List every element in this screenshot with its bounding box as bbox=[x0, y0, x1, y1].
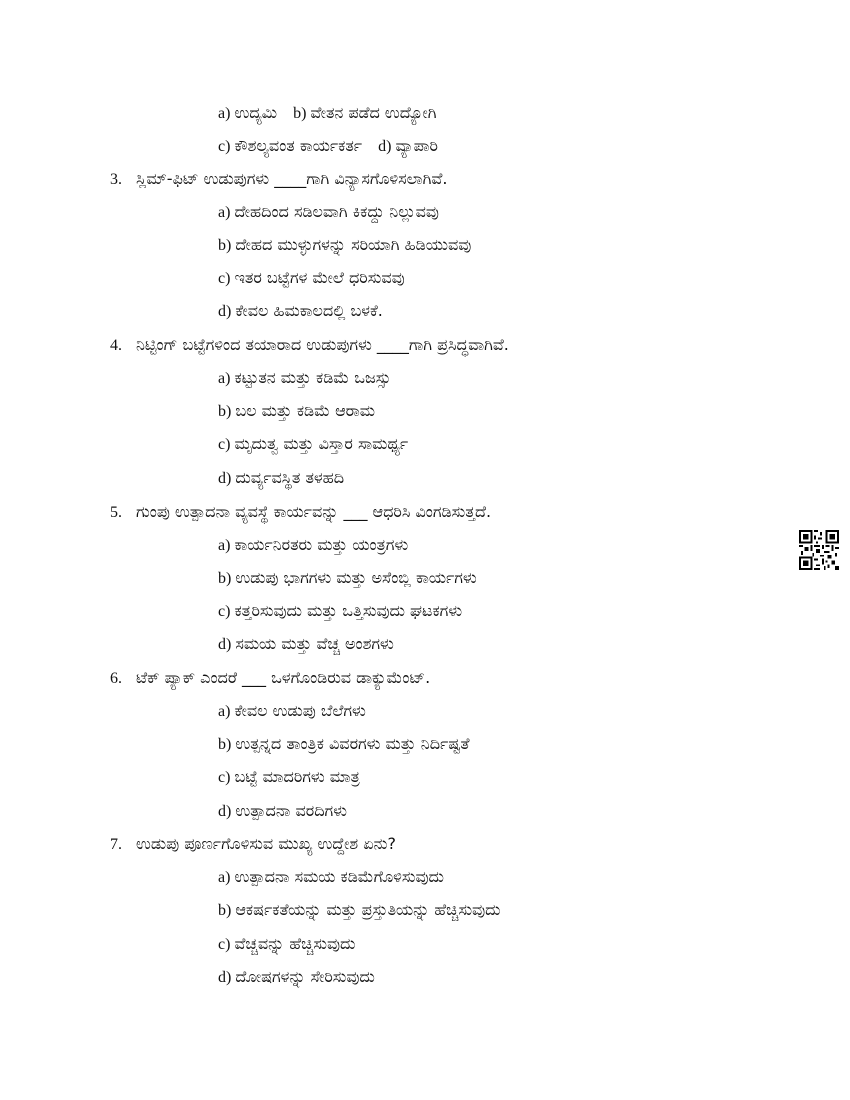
option-text: ಇತರ ಬಟ್ಟೆಗಳ ಮೇಲೆ ಧರಿಸುವವು bbox=[234, 268, 405, 287]
option-text: ಉದ್ಯಮಿ bbox=[234, 103, 278, 122]
question-text: ಉಡುಪು ಪೂರ್ಣಗೊಳಿಸುವ ಮುಖ್ಯ ಉದ್ದೇಶ ಏನು? bbox=[136, 834, 396, 853]
option-7b bbox=[218, 893, 501, 926]
option-letter: c) bbox=[218, 769, 231, 786]
option-7d bbox=[218, 960, 375, 993]
option-text: ಉತ್ಪಾದನಾ ಸಮಯ ಕಡಿಮೆಗೊಳಿಸುವುದು bbox=[234, 867, 444, 886]
option-letter: c) bbox=[218, 138, 231, 155]
question-6 bbox=[110, 661, 430, 694]
question-text: ಸ್ಲಿಮ್-ಫಿಟ್ ಉಡುಪುಗಳು ____ಗಾಗಿ ವಿನ್ಯಾಸಗೊಳಿಸಲಾಗಿವೆ. bbox=[136, 169, 448, 188]
question-number: 3. bbox=[110, 171, 122, 188]
option-letter: b) bbox=[218, 736, 232, 753]
option-text: ದೇಹದ ಮುಳ್ಳುಗಳನ್ನು ಸರಿಯಾಗಿ ಹಿಡಿಯುವವು bbox=[235, 235, 472, 254]
question-number: 5. bbox=[110, 504, 122, 521]
option-letter: c) bbox=[218, 936, 231, 953]
option-letter: d) bbox=[218, 803, 232, 820]
question-text: ನಿಟ್ಟಿಂಗ್ ಬಟ್ಟೆಗಳಿಂದ ತಯಾರಾದ ಉಡುಪುಗಳು ____ಗಾಗಿ ಪ್ರಸಿದ್ಧವಾಗಿವೆ. bbox=[136, 335, 509, 354]
option-text: ದುರ್ವ್ಯವಸ್ಥಿತ ತಳಹದಿ bbox=[235, 468, 345, 487]
question-number: 6. bbox=[110, 670, 122, 687]
option-4c bbox=[218, 427, 408, 460]
option-text: ಉಡುಪು ಭಾಗಗಳು ಮತ್ತು ಅಸೆಂಬ್ಲಿ ಕಾರ್ಯಗಳು bbox=[235, 568, 477, 587]
option-7a bbox=[218, 860, 444, 893]
option-letter: a) bbox=[218, 703, 231, 720]
option-letter: a) bbox=[218, 370, 231, 387]
option-3d bbox=[218, 294, 383, 327]
option-5d bbox=[218, 627, 394, 660]
option-letter: c) bbox=[218, 270, 231, 287]
option-letter: d) bbox=[218, 303, 232, 320]
option-text: ಕೌಶಲ್ಯವಂತ ಕಾರ್ಯಕರ್ತ bbox=[234, 136, 363, 155]
qr-code-icon bbox=[799, 530, 839, 570]
option-letter: b) bbox=[218, 237, 232, 254]
option-letter: b) bbox=[218, 902, 232, 919]
option-letter: b) bbox=[218, 403, 232, 420]
option-letter: b) bbox=[293, 105, 307, 122]
question-text: ಗುಂಪು ಉತ್ಪಾದನಾ ವ್ಯವಸ್ಥೆ ಕಾರ್ಯವನ್ನು ___ ಆಧರಿಸಿ ವಿಂಗಡಿಸುತ್ತದೆ. bbox=[136, 502, 492, 521]
question-7 bbox=[110, 827, 396, 860]
option-text: ಕತ್ತರಿಸುವುದು ಮತ್ತು ಒತ್ತಿಸುವುದು ಘಟಕಗಳು bbox=[234, 601, 463, 620]
option-5b bbox=[218, 561, 477, 594]
option-row-pre-2 bbox=[218, 129, 438, 162]
option-text: ಬಟ್ಟೆ ಮಾದರಿಗಳು ಮಾತ್ರ bbox=[234, 767, 360, 786]
option-6a bbox=[218, 694, 366, 727]
option-text: ಬಲ ಮತ್ತು ಕಡಿಮೆ ಆರಾಮ bbox=[235, 401, 375, 420]
option-letter: b) bbox=[218, 570, 232, 587]
option-letter: a) bbox=[218, 105, 231, 122]
option-7c bbox=[218, 927, 355, 960]
option-6b bbox=[218, 727, 469, 760]
option-text: ಮೃದುತ್ವ ಮತ್ತು ವಿಸ್ತಾರ ಸಾಮರ್ಥ್ಯ bbox=[234, 434, 409, 453]
option-text: ಕೇವಲ ಉಡುಪು ಬೆಲೆಗಳು bbox=[234, 701, 366, 720]
option-letter: d) bbox=[218, 470, 232, 487]
option-6d bbox=[218, 794, 347, 827]
option-letter: a) bbox=[218, 869, 231, 886]
option-3a bbox=[218, 195, 439, 228]
option-text: ದೇಹದಿಂದ ಸಡಿಲವಾಗಿ ಕಿಕದ್ದು ನಿಲ್ಲುವವು bbox=[234, 202, 439, 221]
question-5 bbox=[110, 495, 491, 528]
question-number: 4. bbox=[110, 337, 122, 354]
option-letter: c) bbox=[218, 603, 231, 620]
option-text: ಕಾರ್ಯನಿರತರು ಮತ್ತು ಯಂತ್ರಗಳು bbox=[234, 535, 409, 554]
question-3 bbox=[110, 162, 447, 195]
option-letter: d) bbox=[378, 138, 392, 155]
option-text: ಸಮಯ ಮತ್ತು ವೆಚ್ಚ ಅಂಶಗಳು bbox=[235, 634, 394, 653]
option-5a bbox=[218, 528, 408, 561]
option-5c bbox=[218, 594, 462, 627]
option-letter: d) bbox=[218, 636, 232, 653]
option-text: ವ್ಯಾಪಾರಿ bbox=[395, 136, 438, 155]
option-text: ಕಟ್ಟುತನ ಮತ್ತು ಕಡಿಮೆ ಒಜಸ್ಸು bbox=[234, 368, 391, 387]
option-4b bbox=[218, 394, 375, 427]
option-3b bbox=[218, 228, 471, 261]
option-4d bbox=[218, 461, 344, 494]
option-letter: a) bbox=[218, 537, 231, 554]
option-letter: c) bbox=[218, 436, 231, 453]
question-number: 7. bbox=[110, 836, 122, 853]
option-4a bbox=[218, 361, 391, 394]
option-text: ಉತ್ಪಾದನಾ ವರದಿಗಳು bbox=[235, 801, 347, 820]
option-text: ವೇತನ ಪಡೆದ ಉದ್ಯೋಗಿ bbox=[310, 103, 437, 122]
option-text: ವೆಚ್ಚವನ್ನು ಹೆಚ್ಚಿಸುವುದು bbox=[234, 934, 356, 953]
option-3c bbox=[218, 261, 405, 294]
option-text: ಕೇವಲ ಹಿಮಕಾಲದಲ್ಲಿ ಬಳಕೆ. bbox=[235, 301, 383, 320]
option-text: ಆಕರ್ಷಕತೆಯನ್ನು ಮತ್ತು ಪ್ರಸ್ತುತಿಯನ್ನು ಹೆಚ್ಚಿಸುವುದು bbox=[235, 900, 501, 919]
question-text: ಟೆಕ್ ಪ್ಯಾಕ್ ಎಂದರೆ ___ ಒಳಗೊಂಡಿರುವ ಡಾಕ್ಯುಮೆಂಟ್. bbox=[136, 668, 431, 687]
option-6c bbox=[218, 760, 360, 793]
option-text: ಉತ್ಪನ್ನದ ತಾಂತ್ರಿಕ ವಿವರಗಳು ಮತ್ತು ನಿರ್ದಿಷ್ಟತೆ bbox=[235, 734, 470, 753]
option-letter: d) bbox=[218, 969, 232, 986]
option-letter: a) bbox=[218, 204, 231, 221]
option-row-pre-1 bbox=[218, 96, 436, 129]
option-text: ದೋಷಗಳನ್ನು ಸೇರಿಸುವುದು bbox=[235, 967, 375, 986]
question-4 bbox=[110, 328, 509, 361]
